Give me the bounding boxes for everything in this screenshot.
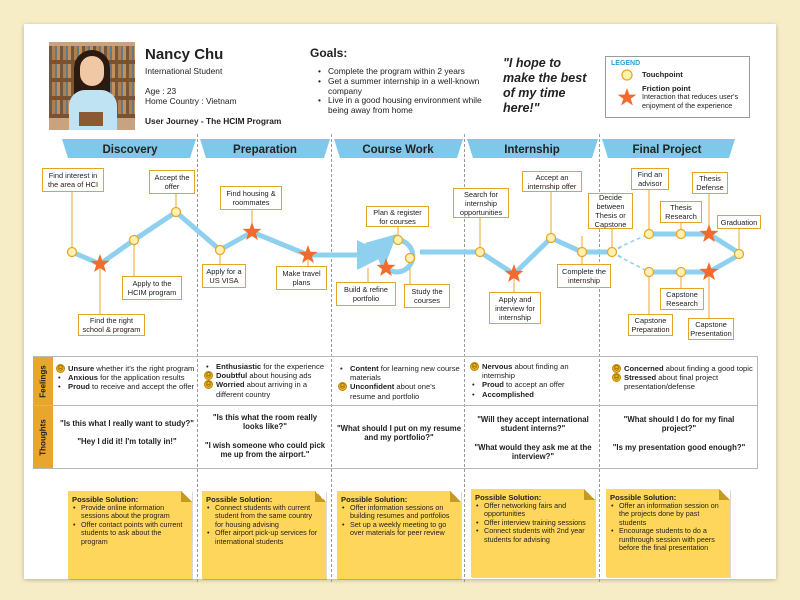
touchpoint-label: Thesis Research [660,201,702,223]
stage-label: Final Project [632,144,702,156]
feelings-course-work [340,364,462,401]
touchpoint-label: Capstone Preparation [628,314,673,336]
touchpoint-label: Decide between Thesis or Capstone [588,193,633,229]
feelings-tab [33,357,53,405]
goal-item: • Live in a good housing environment while being away from home [318,96,488,116]
feelings-label: Feelings [38,364,48,398]
solution-title: Possible Solution: [206,495,273,504]
solution-note-final-project [606,489,730,577]
solution-item: • Offer airport pick-up services for international students [206,529,320,546]
thought-item: "What should I do for my final project?" [623,415,735,434]
touchpoint-label: Study the courses [404,284,450,308]
touchpoint [735,250,744,259]
journey-title: User Journey - The HCIM Program [145,116,282,126]
persona-age: Age : 23 [145,86,177,96]
feeling-item: • Accomplished [472,389,534,399]
thought-item: "Will they accept international student interns?" [477,415,589,434]
feeling-item: • Enthusiastic for the experience [206,362,325,371]
feeling-item: • Content for learning new course materials [340,364,460,383]
touchpoint-label: Make travel plans [276,266,327,290]
solution-title: Possible Solution: [341,495,408,504]
solution-title: Possible Solution: [610,493,677,502]
feeling-item: ☹ Doubtful about housing ads [205,371,312,381]
touchpoint-label: Apply and interview for internship [489,292,541,324]
solution-note-preparation [202,491,326,579]
feelings-preparation [206,362,330,399]
touchpoint [476,248,485,257]
solution-item: • Offer networking fairs and opportunities [475,502,589,519]
touchpoint [677,268,686,277]
solution-item: • Offer information sessions on building resumes and portfolios [341,504,455,521]
stage-label: Internship [504,144,560,156]
solution-note-course-work [337,491,461,579]
touchpoint-label: Accept an internship offer [522,171,582,192]
touchpoint-label: Find housing & roommates [220,186,282,210]
touchpoint-label: Find an advisor [631,168,669,190]
thoughts-tab [33,406,53,468]
touchpoint-label: Search for internship opportunities [453,188,509,218]
solution-note-internship [471,489,595,577]
goals-title: Goals: [310,46,348,60]
persona-name: Nancy Chu [145,46,224,63]
thought-item: "Hey I did it! I'm totally in!" [77,437,177,446]
solution-item: • Set up a weekly meeting to go over materials for peer review [341,521,455,538]
goal-item: • Get a summer internship in a well-known company [318,77,488,97]
thought-item: "What should I put on my resume and my portfolio?" [336,424,462,443]
feelings-internship [472,362,596,399]
persona-role: International Student [145,66,223,76]
feeling-item: • Proud to receive and accept the offer [58,382,195,392]
solution-item: • Connect students with 2nd year students for advising [475,527,589,544]
touchpoint [68,248,77,257]
solution-item: • Encourage students to do a runthrough session with peers before the final presentation [610,527,724,552]
thought-item: "Is this what the room really looks like?" [212,413,318,432]
touchpoint-label: Thesis Defense [692,172,728,194]
touchpoint-label: Complete the internship [557,264,611,288]
persona-country: Home Country : Vietnam [145,96,237,106]
sad-face-icon: ☹ [205,382,212,389]
feeling-item: ☹ Unsure whether it's the right program [57,364,195,373]
sad-face-icon: ☹ [339,384,346,391]
thought-item: "What would they ask me at the interview?" [474,443,592,462]
touchpoint-label: Apply to the HCIM program [122,276,182,300]
touchpoint-label: Capstone Presentation [688,318,734,340]
solution-item: • Offer an information session on the projects done by past students [610,502,724,527]
feelings-discovery [58,364,196,392]
feeling-item: ☹ Nervous about finding an internship [471,362,569,381]
touchpoint [677,230,686,239]
touchpoint [130,236,139,245]
stage-label: Course Work [362,144,434,156]
touchpoint [645,268,654,277]
touchpoint-label: Build & refine portfolio [336,282,396,306]
solution-item: • Provide online information sessions about the program [72,504,186,521]
solution-title: Possible Solution: [72,495,139,504]
sad-face-icon: ☹ [613,366,620,372]
legend-title: LEGEND [611,60,641,67]
thought-item: "Is my presentation good enough?" [612,443,746,452]
persona-quote: "I hope to make the best of my time here!" [503,56,587,115]
thoughts-label: Thoughts [38,418,48,456]
feeling-item: ☹ Worried about arriving in a different country [205,380,308,399]
stage-label: Discovery [102,144,158,156]
sad-face-icon: ☹ [471,364,478,370]
solution-item: • Offer contact points with current students to ask about the program [72,521,186,546]
sad-face-icon: ☹ [613,375,620,382]
feelings-final-project [614,364,754,392]
feeling-item: • Anxious for the application results [58,373,185,383]
touchpoint [394,236,403,245]
table-divider [33,405,758,406]
touchpoint [608,248,617,257]
touchpoint-label: Apply for a US VISA [202,264,246,288]
stage-label: Preparation [233,144,297,156]
thought-item: "I wish someone who could pick me up from the airport." [204,441,326,460]
solution-item: • Connect students with current student from the same country for housing advising [206,504,320,529]
legend-touchpoint-label: Touchpoint [642,70,683,79]
touchpoint-label: Plan & register for courses [366,206,429,227]
touchpoint-label: Capstone Research [660,288,704,310]
touchpoint-label: Accept the offer [149,170,195,194]
touchpoint-label: Find the right school & program [78,314,145,336]
touchpoint [547,234,556,243]
legend-friction-label: Friction point [642,84,691,93]
touchpoint [578,248,587,257]
feeling-item: • Proud to accept an offer [472,380,565,390]
thought-item: "Is this what I really want to study?" [60,419,194,428]
solution-item: • Offer interview training sessions [475,519,589,527]
touchpoint [216,246,225,255]
touchpoint [406,254,415,263]
goal-item: • Complete the program within 2 years [318,67,488,77]
feeling-item: ☹ Concerned about finding a good topic [613,364,753,373]
feeling-item: ☹ Unconfident about one's resume and portfolio [339,382,436,401]
touchpoint [172,208,181,217]
touchpoint-label: Find interest in the area of HCI [42,168,104,192]
feeling-item: ☹ Stressed about final project presentation/defense [613,373,719,392]
touchpoint-label: Graduation [717,215,761,229]
legend-friction-desc: Interaction that reduces user's enjoyment of the experience [642,92,739,110]
touchpoint [645,230,654,239]
sad-face-icon: ☹ [57,366,64,372]
sad-face-icon: ☹ [205,373,212,380]
solution-note-discovery [68,491,192,579]
solution-title: Possible Solution: [475,493,542,502]
